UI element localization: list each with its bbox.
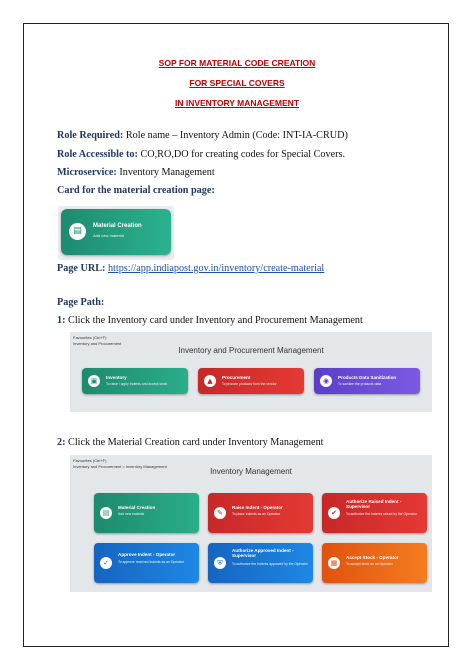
microservice-label: Microservice: — [57, 167, 117, 178]
doc-title-3: IN INVENTORY MANAGEMENT — [174, 98, 300, 108]
tile-title: Procurement — [222, 375, 251, 380]
material-creation-card[interactable] — [61, 209, 171, 255]
tile-title: Authorize Approved Indent - Supervisor — [232, 548, 294, 558]
breadcrumb-path: Inventory and Procurement — [73, 341, 122, 346]
tile-subtitle: To place Indents as an Operator — [232, 512, 281, 516]
tile-subtitle: To accept stock as an Operator — [346, 562, 393, 566]
section-heading: Inventory Management — [210, 467, 292, 476]
page-url-label: Page URL: — [57, 263, 106, 274]
step-1 — [57, 315, 363, 326]
doc-title-1: SOP FOR MATERIAL CODE CREATION — [158, 58, 316, 68]
breadcrumb-favourites: Favourites (Ctrl+F) — [73, 335, 107, 340]
page-url-link[interactable]: https://app.indiapost.gov.in/inventory/create-material — [107, 263, 325, 274]
role-accessible-value: CO,RO,DO for creating codes for Special Covers. — [137, 149, 346, 160]
tile-subtitle: To authorize the Indents approved by the Operator — [232, 562, 308, 566]
section-heading: Inventory and Procurement Management — [178, 346, 324, 355]
role-required — [57, 130, 348, 141]
check-icon: ✔ — [328, 507, 340, 519]
page-path-label: Page Path: — [57, 297, 105, 308]
database-icon: ◉ — [320, 375, 332, 387]
tile-title: Material Creation — [118, 505, 156, 510]
inventory-tile[interactable] — [82, 368, 188, 394]
inventory-icon: ▣ — [88, 375, 100, 387]
card-title: Material Creation — [93, 223, 142, 229]
approve-icon: ✓ — [100, 557, 112, 569]
tile-subtitle: To approve received Indents as an Operator — [118, 560, 185, 564]
shield-icon: ⛨ — [214, 557, 226, 569]
approve-indent-operator-tile[interactable] — [94, 543, 199, 583]
breadcrumb-favourites: Favourites (Ctrl+F) — [73, 458, 107, 463]
material-creation-tile[interactable] — [94, 493, 199, 533]
tile-subtitle: To sanitize the products data — [338, 382, 382, 386]
role-required-label: Role Required: — [57, 130, 124, 141]
tile-title: Approve Indent - Operator — [118, 552, 176, 557]
tile-subtitle: To authorize the Indents raised by the Operator — [346, 512, 417, 516]
step-2-number: 2: — [57, 437, 66, 448]
step-1-screenshot — [70, 332, 432, 412]
tile-title: Accept Stock - Operator — [346, 555, 399, 560]
microservice-value: Inventory Management — [116, 167, 215, 178]
tile-title: Authorize Raised Indent - Supervisor — [346, 499, 402, 509]
tile-title: Products Data Sanitization — [338, 375, 397, 380]
tile-subtitle: To procure products from the vendor — [222, 382, 277, 386]
microservice — [57, 167, 215, 178]
products-data-sanitization-tile[interactable] — [314, 368, 420, 394]
tile-subtitle: To raise / apply Indents and accept stock — [106, 382, 168, 386]
raise-indent-operator-tile[interactable] — [208, 493, 313, 533]
role-accessible-label: Role Accessible to: — [57, 149, 138, 160]
page-url — [57, 263, 324, 274]
tile-title: Inventory — [106, 375, 127, 380]
material-creation-card-screenshot — [58, 206, 174, 260]
role-required-value: Role name – Inventory Admin (Code: INT-IA-CRUD) — [123, 130, 348, 141]
authorize-raised-indent-tile[interactable] — [322, 493, 427, 533]
tile-title: Raise Indent - Operator — [232, 505, 283, 510]
indent-icon: ✎ — [214, 507, 226, 519]
clipboard-icon: ▤ — [100, 507, 112, 519]
card-caption: Card for the material creation page: — [57, 185, 215, 196]
card-subtitle: Add new material — [93, 233, 124, 238]
step-1-text: Click the Inventory card under Inventory and Procurement Management — [65, 315, 363, 326]
step-1-number: 1: — [57, 315, 66, 326]
breadcrumb-path: Inventory and Procurement > Inventory Management — [73, 464, 167, 469]
clipboard-icon: ▤ — [69, 223, 86, 240]
cart-icon: ▲ — [204, 375, 216, 387]
step-2-text: Click the Material Creation card under Inventory Management — [65, 437, 324, 448]
accept-stock-operator-tile[interactable] — [322, 543, 427, 583]
doc-title-2: FOR SPECIAL COVERS — [189, 78, 285, 88]
step-2 — [57, 437, 324, 448]
procurement-tile[interactable] — [198, 368, 304, 394]
authorize-approved-indent-tile[interactable] — [208, 543, 313, 583]
box-icon: ▦ — [328, 557, 340, 569]
tile-subtitle: Add new material — [118, 512, 145, 516]
role-accessible — [57, 149, 345, 160]
step-2-screenshot — [70, 455, 432, 592]
